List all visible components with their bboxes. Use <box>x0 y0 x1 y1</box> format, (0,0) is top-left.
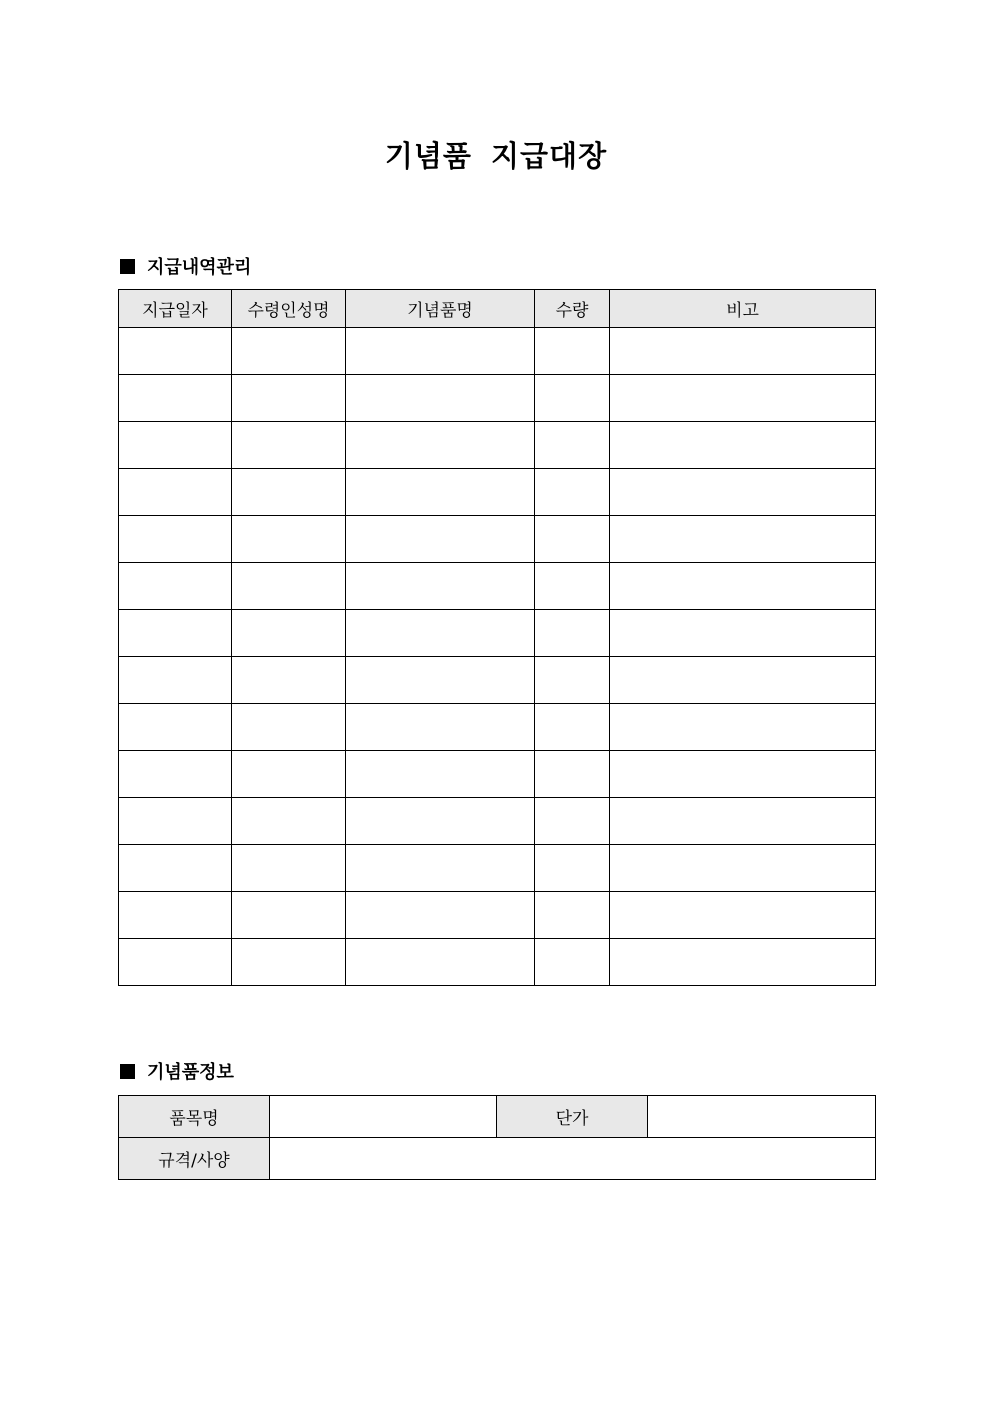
cell-remarks[interactable] <box>610 610 876 657</box>
table-row <box>119 798 876 845</box>
column-header-quantity: 수량 <box>535 290 610 328</box>
table-row <box>119 751 876 798</box>
cell-item[interactable] <box>346 751 535 798</box>
table-row <box>119 939 876 986</box>
cell-recipient[interactable] <box>232 657 346 704</box>
cell-date[interactable] <box>119 892 232 939</box>
cell-recipient[interactable] <box>232 704 346 751</box>
table-header-row <box>119 290 876 328</box>
table-row <box>119 469 876 516</box>
cell-item[interactable] <box>346 845 535 892</box>
table-row <box>119 516 876 563</box>
unit-price-label: 단가 <box>497 1096 648 1138</box>
cell-item[interactable] <box>346 892 535 939</box>
cell-date[interactable] <box>119 469 232 516</box>
column-header-recipient: 수령인성명 <box>232 290 346 328</box>
cell-recipient[interactable] <box>232 845 346 892</box>
cell-quantity[interactable] <box>535 516 610 563</box>
table-row <box>119 657 876 704</box>
cell-remarks[interactable] <box>610 516 876 563</box>
cell-remarks[interactable] <box>610 845 876 892</box>
cell-remarks[interactable] <box>610 328 876 375</box>
cell-date[interactable] <box>119 798 232 845</box>
cell-quantity[interactable] <box>535 892 610 939</box>
section-heading-label: 지급내역관리 <box>147 257 252 278</box>
cell-date[interactable] <box>119 845 232 892</box>
cell-quantity[interactable] <box>535 798 610 845</box>
cell-remarks[interactable] <box>610 469 876 516</box>
square-bullet-icon <box>120 1064 135 1079</box>
spec-field[interactable] <box>270 1138 876 1180</box>
column-header-remarks: 비고 <box>610 290 876 328</box>
cell-quantity[interactable] <box>535 375 610 422</box>
table-row <box>119 845 876 892</box>
cell-remarks[interactable] <box>610 939 876 986</box>
cell-date[interactable] <box>119 939 232 986</box>
table-row <box>119 375 876 422</box>
cell-date[interactable] <box>119 704 232 751</box>
cell-item[interactable] <box>346 610 535 657</box>
item-name-label: 품목명 <box>119 1096 270 1138</box>
cell-date[interactable] <box>119 516 232 563</box>
column-header-item: 기념품명 <box>346 290 535 328</box>
column-header-date: 지급일자 <box>119 290 232 328</box>
cell-recipient[interactable] <box>232 892 346 939</box>
cell-quantity[interactable] <box>535 704 610 751</box>
cell-recipient[interactable] <box>232 375 346 422</box>
cell-item[interactable] <box>346 704 535 751</box>
cell-remarks[interactable] <box>610 422 876 469</box>
cell-date[interactable] <box>119 657 232 704</box>
cell-quantity[interactable] <box>535 845 610 892</box>
cell-recipient[interactable] <box>232 939 346 986</box>
cell-quantity[interactable] <box>535 328 610 375</box>
cell-recipient[interactable] <box>232 469 346 516</box>
cell-item[interactable] <box>346 516 535 563</box>
cell-remarks[interactable] <box>610 704 876 751</box>
section-heading-payment <box>118 253 251 279</box>
cell-quantity[interactable] <box>535 939 610 986</box>
spec-label: 규격/사양 <box>119 1138 270 1180</box>
cell-remarks[interactable] <box>610 657 876 704</box>
cell-item[interactable] <box>346 328 535 375</box>
payment-ledger-table <box>118 289 876 986</box>
page-title: 기념품 지급대장 <box>384 139 608 173</box>
cell-item[interactable] <box>346 469 535 516</box>
cell-recipient[interactable] <box>232 563 346 610</box>
cell-recipient[interactable] <box>232 751 346 798</box>
table-row <box>119 328 876 375</box>
cell-date[interactable] <box>119 563 232 610</box>
cell-date[interactable] <box>119 328 232 375</box>
cell-remarks[interactable] <box>610 798 876 845</box>
cell-date[interactable] <box>119 422 232 469</box>
cell-item[interactable] <box>346 657 535 704</box>
unit-price-field[interactable] <box>648 1096 876 1138</box>
cell-item[interactable] <box>346 375 535 422</box>
cell-remarks[interactable] <box>610 892 876 939</box>
cell-date[interactable] <box>119 751 232 798</box>
cell-remarks[interactable] <box>610 751 876 798</box>
cell-recipient[interactable] <box>232 422 346 469</box>
square-bullet-icon <box>120 259 135 274</box>
cell-recipient[interactable] <box>232 610 346 657</box>
cell-remarks[interactable] <box>610 563 876 610</box>
cell-quantity[interactable] <box>535 657 610 704</box>
item-info-table <box>118 1095 876 1180</box>
table-row <box>119 1138 876 1180</box>
cell-quantity[interactable] <box>535 563 610 610</box>
cell-recipient[interactable] <box>232 328 346 375</box>
cell-quantity[interactable] <box>535 751 610 798</box>
section-heading-label: 기념품정보 <box>147 1062 234 1083</box>
table-row <box>119 1096 876 1138</box>
cell-date[interactable] <box>119 375 232 422</box>
cell-item[interactable] <box>346 563 535 610</box>
item-name-field[interactable] <box>270 1096 497 1138</box>
cell-quantity[interactable] <box>535 469 610 516</box>
cell-recipient[interactable] <box>232 516 346 563</box>
table-row <box>119 704 876 751</box>
section-heading-item-info <box>118 1058 234 1084</box>
cell-item[interactable] <box>346 422 535 469</box>
cell-remarks[interactable] <box>610 375 876 422</box>
cell-date[interactable] <box>119 610 232 657</box>
cell-item[interactable] <box>346 798 535 845</box>
cell-item[interactable] <box>346 939 535 986</box>
table-row <box>119 563 876 610</box>
cell-quantity[interactable] <box>535 422 610 469</box>
cell-recipient[interactable] <box>232 798 346 845</box>
table-row <box>119 610 876 657</box>
cell-quantity[interactable] <box>535 610 610 657</box>
table-row <box>119 422 876 469</box>
table-row <box>119 892 876 939</box>
